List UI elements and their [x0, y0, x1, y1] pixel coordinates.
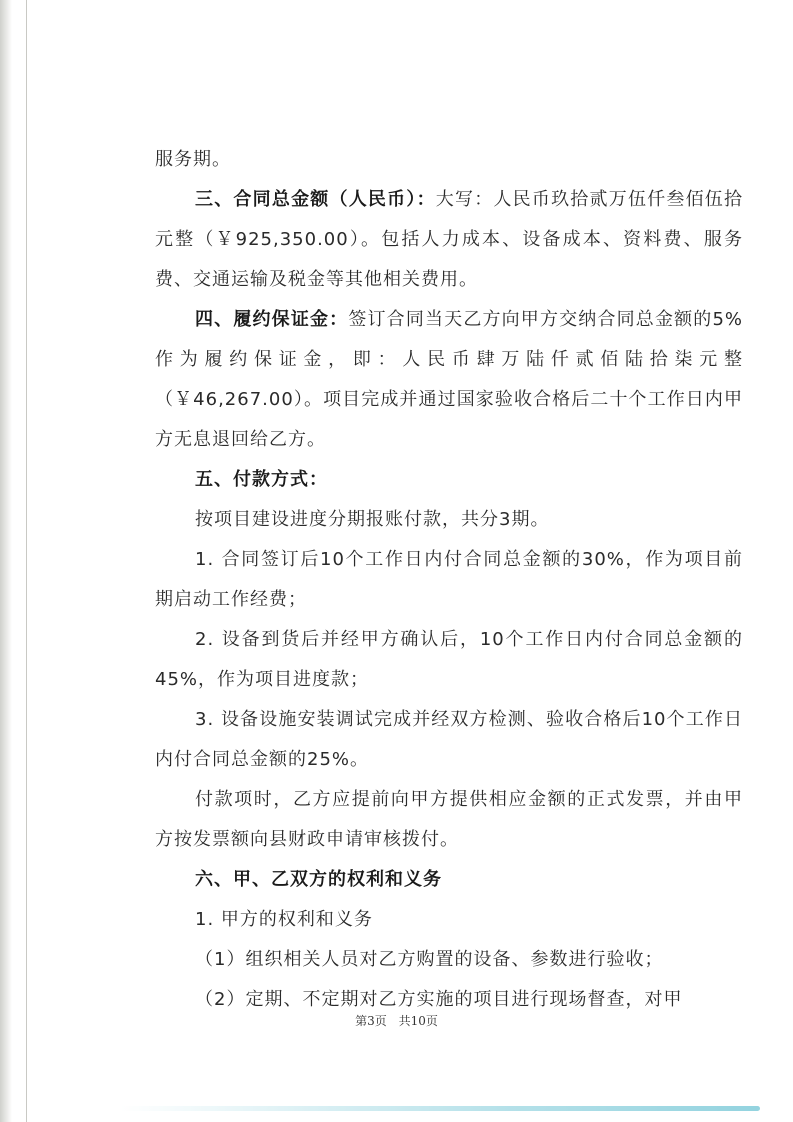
section-4-body: 签订合同当天乙方向甲方交纳合同总金额的5%作为履约保证金，即：人民币肆万陆仟贰佰陆拾柒元整（￥46,267.00）。项目完成并通过国家验收合格后二十个工作日内甲方无息退回给乙方。 — [155, 309, 744, 450]
section-3-body: 大写：人民币玖拾贰万伍仟叁佰伍拾元整（￥925,350.00）。包括人力成本、设备成本、资料费、服务费、交通运输及税金等其他相关费用。 — [155, 189, 744, 290]
section-6-sub-1-item-2: （2）定期、不定期对乙方实施的项目进行现场督查，对甲 — [195, 989, 683, 1010]
section-6-title: 六、甲、乙双方的权利和义务 — [195, 869, 442, 890]
page-total: 共10页 — [398, 1014, 438, 1028]
paragraph-service-period: 服务期。 — [155, 149, 231, 170]
document-body — [155, 140, 743, 1020]
section-3-title: 三、合同总金额（人民币）： — [195, 189, 436, 210]
section-3-contract-amount — [155, 180, 743, 300]
page-footer — [0, 1012, 793, 1029]
section-5-title: 五、付款方式： — [195, 469, 328, 490]
page-number: 第3页 — [355, 1014, 387, 1028]
section-6-sub-1: 1. 甲方的权利和义务 — [195, 909, 373, 930]
section-5-item-2: 2. 设备到货后并经甲方确认后，10个工作日内付合同总金额的45%，作为项目进度款； — [155, 629, 743, 690]
section-4-performance-bond — [155, 300, 743, 460]
section-5-item-3: 3. 设备设施安装调试完成并经双方检测、验收合格后10个工作日内付合同总金额的25%。 — [155, 709, 743, 770]
scan-bottom-edge — [120, 1106, 760, 1111]
section-5-item-1: 1. 合同签订后10个工作日内付合同总金额的30%，作为项目前期启动工作经费； — [155, 549, 743, 610]
scan-left-shadow — [0, 0, 12, 1122]
section-6-sub-1-item-1: （1）组织相关人员对乙方购置的设备、参数进行验收； — [195, 949, 664, 970]
section-5-note: 付款项时，乙方应提前向甲方提供相应金额的正式发票，并由甲方按发票额向县财政申请审核拨付。 — [155, 789, 743, 850]
section-5-intro: 按项目建设进度分期报账付款，共分3期。 — [195, 509, 550, 530]
scan-left-rule — [26, 0, 27, 1122]
section-4-title: 四、履约保证金： — [195, 309, 349, 330]
